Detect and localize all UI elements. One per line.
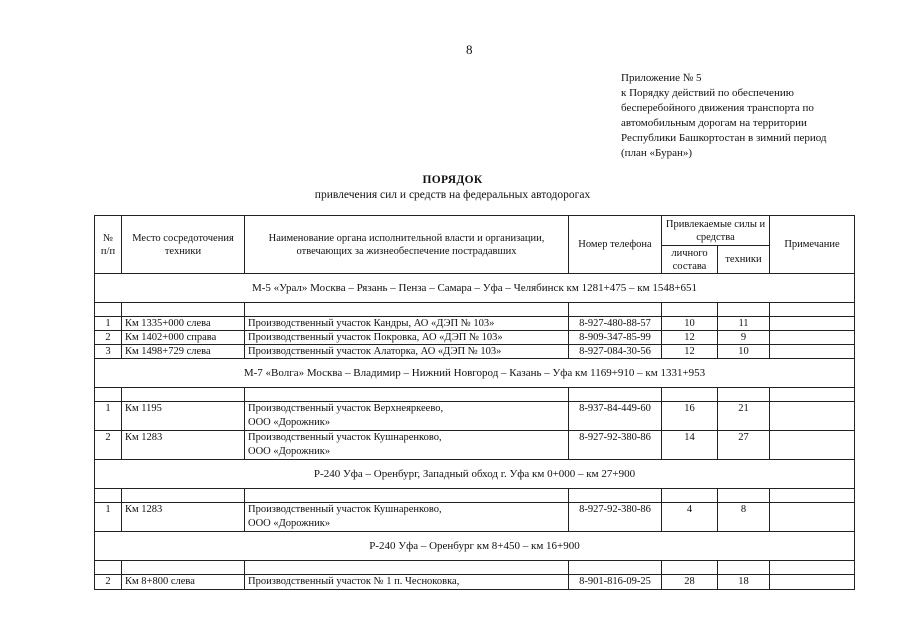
- document-subtitle: привлечения сил и средств на федеральных автодорогах: [314, 189, 591, 201]
- cell-personnel: 12: [662, 331, 718, 345]
- header-personnel: личного состава: [662, 246, 718, 274]
- cell-note: [770, 431, 855, 460]
- spacer-row: [95, 388, 855, 402]
- spacer-row: [95, 303, 855, 317]
- section-row: [95, 359, 855, 388]
- cell-phone: 8-927-084-30-56: [569, 345, 662, 359]
- cell-org: Производственный участок Кандры, АО «ДЭП № 103»: [245, 317, 569, 331]
- section-row: [95, 460, 855, 489]
- section-title: Р-240 Уфа – Оренбург км 8+450 – км 16+900: [95, 532, 855, 561]
- cell-num: 2: [95, 331, 122, 345]
- cell-phone: 8-909-347-85-99: [569, 331, 662, 345]
- cell-equipment: 18: [718, 575, 770, 590]
- table-row: [95, 575, 855, 590]
- spacer-row: [95, 561, 855, 575]
- cell-note: [770, 503, 855, 532]
- org-line: ООО «Дорожник»: [248, 417, 331, 428]
- cell-personnel: 10: [662, 317, 718, 331]
- cell-num: 1: [95, 317, 122, 331]
- cell-org: Производственный участок Алаторка, АО «ДЭП № 103»: [245, 345, 569, 359]
- table-row: [95, 431, 855, 460]
- cell-org: [245, 431, 569, 460]
- org-line: Производственный участок Кушнаренково,: [248, 432, 442, 443]
- cell-org: Производственный участок Покровка, АО «ДЭП № 103»: [245, 331, 569, 345]
- section-title: Р-240 Уфа – Оренбург, Западный обход г. Уфа км 0+000 – км 27+900: [95, 460, 855, 489]
- cell-location: Км 1195: [122, 402, 245, 431]
- appendix-line: автомобильным дорогам на территории: [621, 117, 807, 129]
- cell-org: Производственный участок № 1 п. Чесноковка,: [245, 575, 569, 590]
- cell-equipment: 27: [718, 431, 770, 460]
- org-line: Производственный участок Верхнеяркеево,: [248, 403, 444, 414]
- section-title: М-5 «Урал» Москва – Рязань – Пенза – Самара – Уфа – Челябинск км 1281+475 – км 1548+651: [95, 274, 855, 303]
- cell-note: [770, 331, 855, 345]
- header-equipment: техники: [718, 246, 770, 274]
- document-title: ПОРЯДОК: [422, 174, 483, 186]
- spacer-row: [95, 489, 855, 503]
- cell-personnel: 16: [662, 402, 718, 431]
- table-row: [95, 345, 855, 359]
- appendix-line: к Порядку действий по обеспечению: [621, 87, 794, 99]
- cell-num: 2: [95, 575, 122, 590]
- cell-num: 1: [95, 402, 122, 431]
- header-note: Примечание: [770, 216, 855, 274]
- header-location: Место сосредоточения техники: [122, 216, 245, 274]
- cell-personnel: 28: [662, 575, 718, 590]
- cell-phone: 8-937-84-449-60: [569, 402, 662, 431]
- cell-note: [770, 575, 855, 590]
- header-num: № п/п: [95, 216, 122, 274]
- cell-phone: 8-927-92-380-86: [569, 431, 662, 460]
- appendix-line: (план «Буран»): [621, 147, 693, 159]
- section-row: [95, 274, 855, 303]
- cell-num: 2: [95, 431, 122, 460]
- org-line: ООО «Дорожник»: [248, 446, 331, 457]
- header-phone: Номер телефона: [569, 216, 662, 274]
- org-line: ООО «Дорожник»: [248, 518, 331, 529]
- section-title: М-7 «Волга» Москва – Владимир – Нижний Новгород – Казань – Уфа км 1169+910 – км 1331+953: [95, 359, 855, 388]
- appendix-caption: [621, 71, 881, 161]
- cell-equipment: 21: [718, 402, 770, 431]
- table-row: [95, 331, 855, 345]
- cell-personnel: 14: [662, 431, 718, 460]
- cell-org: [245, 503, 569, 532]
- table-row: [95, 317, 855, 331]
- page-number: 8: [466, 42, 473, 57]
- appendix-line: бесперебойного движения транспорта по: [621, 102, 814, 114]
- cell-equipment: 8: [718, 503, 770, 532]
- table-row: [95, 503, 855, 532]
- cell-location: Км 1283: [122, 503, 245, 532]
- cell-org: [245, 402, 569, 431]
- cell-location: Км 8+800 слева: [122, 575, 245, 590]
- cell-phone: 8-901-816-09-25: [569, 575, 662, 590]
- cell-phone: 8-927-480-88-57: [569, 317, 662, 331]
- cell-note: [770, 345, 855, 359]
- cell-location: Км 1283: [122, 431, 245, 460]
- cell-note: [770, 402, 855, 431]
- cell-equipment: 9: [718, 331, 770, 345]
- cell-equipment: 11: [718, 317, 770, 331]
- cell-personnel: 4: [662, 503, 718, 532]
- cell-num: 1: [95, 503, 122, 532]
- org-line: Производственный участок Кушнаренково,: [248, 504, 442, 515]
- header-forces: Привлекаемые силы и средства: [662, 216, 770, 246]
- cell-note: [770, 317, 855, 331]
- cell-location: Км 1402+000 справа: [122, 331, 245, 345]
- section-row: [95, 532, 855, 561]
- appendix-line: Приложение № 5: [621, 72, 702, 84]
- forces-table: [94, 215, 855, 590]
- header-org: Наименование органа исполнительной власти и организации, отвечающих за жизнеобеспечение пострадавших: [245, 216, 569, 274]
- cell-location: Км 1335+000 слева: [122, 317, 245, 331]
- cell-location: Км 1498+729 слева: [122, 345, 245, 359]
- cell-num: 3: [95, 345, 122, 359]
- cell-phone: 8-927-92-380-86: [569, 503, 662, 532]
- cell-personnel: 12: [662, 345, 718, 359]
- cell-equipment: 10: [718, 345, 770, 359]
- appendix-line: Республики Башкортостан в зимний период: [621, 132, 827, 144]
- table-row: [95, 402, 855, 431]
